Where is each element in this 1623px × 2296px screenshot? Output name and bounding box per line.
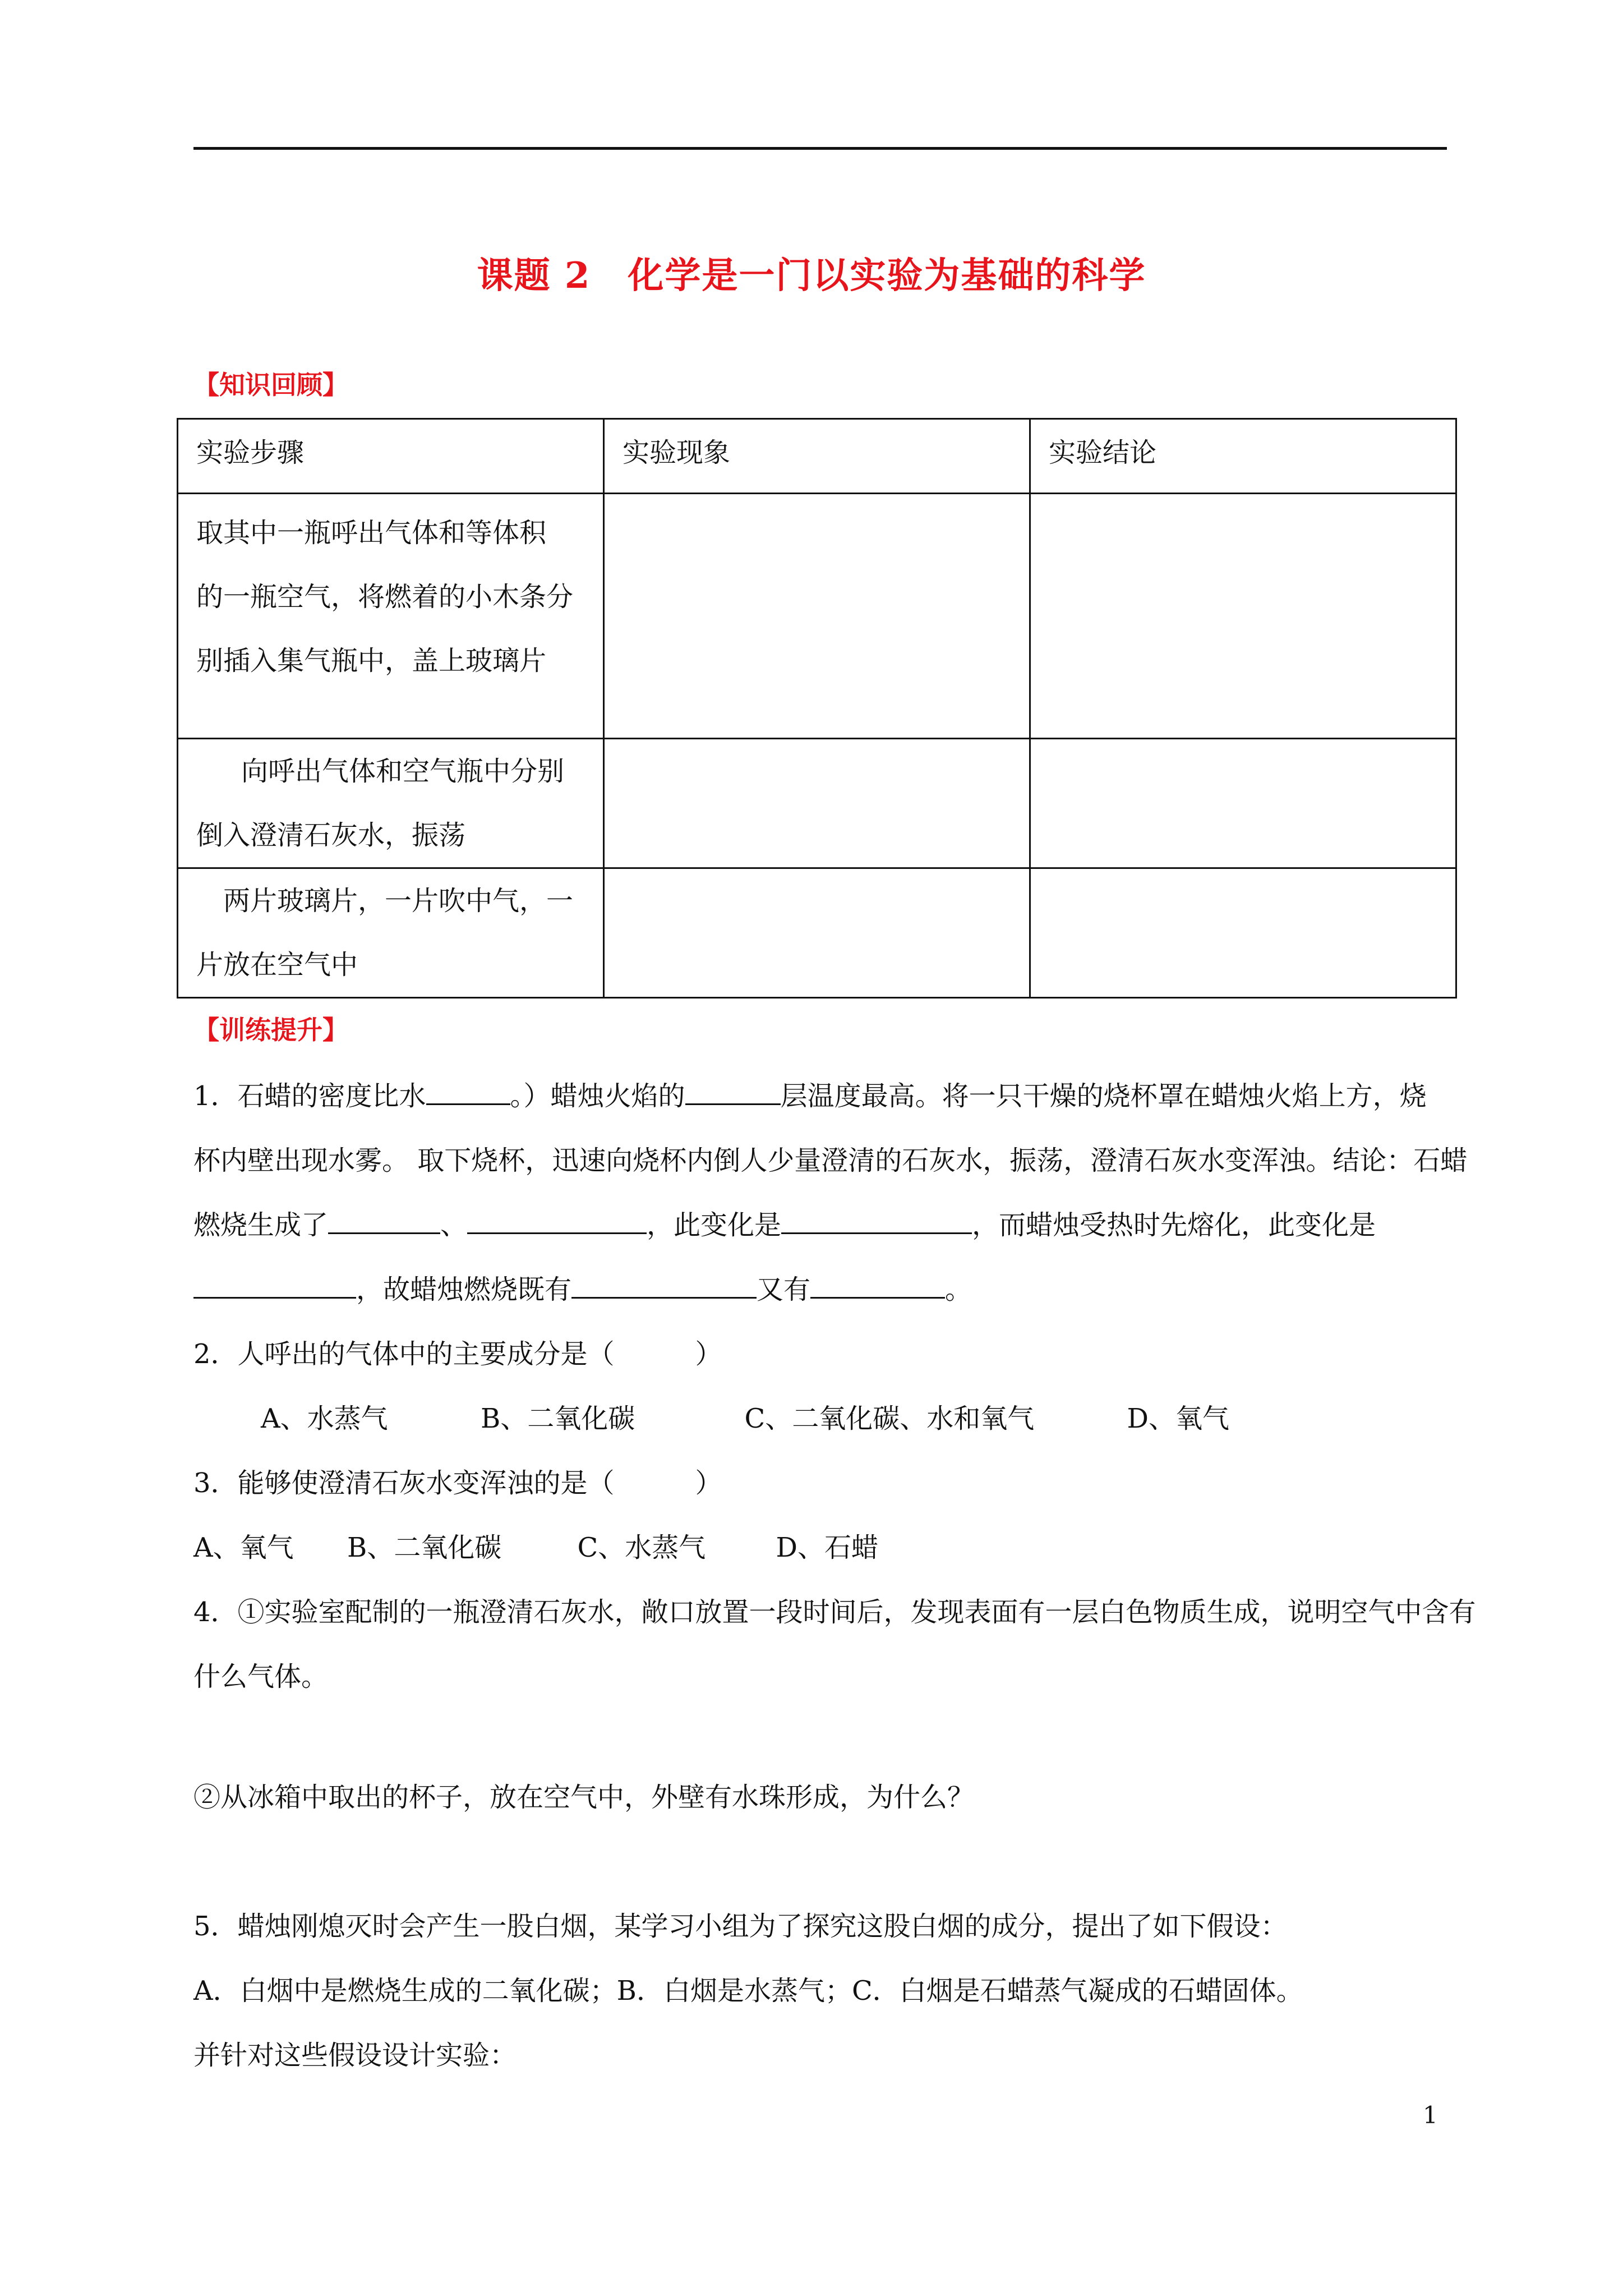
table-header-row [178,419,1456,494]
answer-blank[interactable] [193,1274,356,1299]
option-a[interactable]: A、水蒸气 [261,1403,388,1434]
question-1-line-4: ，故蜡烛燃烧既有 又有 。 [193,1268,972,1306]
question-1-line-1: 1．石蜡的密度比水 。）蜡烛火焰的 层温度最高。将一只干燥的烧杯罩在蜡烛火焰上方，烧 [193,1080,1427,1112]
header-conclusion: 实验结论 [1030,419,1456,494]
table-row [178,868,1456,998]
question-4-part-2: ②从冰箱中取出的杯子，放在空气中，外壁有水珠形成，为什么？ [193,1782,975,1813]
phenomenon-cell[interactable] [604,739,1030,868]
phenomenon-cell[interactable] [604,868,1030,998]
option-c[interactable]: C、二氧化碳、水和氧气 [744,1403,1035,1434]
option-c[interactable]: C、水蒸气 [577,1532,706,1563]
question-2-stem: 2．人呼出的气体中的主要成分是（ ） [193,1338,722,1370]
header-step: 实验步骤 [178,419,604,494]
question-1-line-3: 燃烧生成了 、 ，此变化是 ，而蜡烛受热时先熔化，此变化是 [193,1209,1376,1241]
section-review-label: 【知识回顾】 [193,370,348,400]
question-2-options [261,1397,1229,1435]
question-4-line-1: 4．①实验室配制的一瓶澄清石灰水，敞口放置一段时间后，发现表面有一层白色物质生成，说明空气中含有 [193,1596,1476,1628]
header-rule [193,147,1447,150]
table-row [178,494,1456,739]
step-cell: 向呼出气体和空气瓶中分别 倒入澄清石灰水，振荡 [178,739,604,868]
answer-blank[interactable] [571,1274,757,1299]
section-training-label: 【训练提升】 [193,1015,348,1045]
question-1-line-2: 杯内壁出现水雾。 取下烧杯，迅速向烧杯内倒人少量澄清的石灰水，振荡，澄清石灰水变浑浊。结论：石蜡 [193,1145,1468,1176]
option-b[interactable]: B、二氧化碳 [480,1403,635,1434]
answer-blank[interactable] [685,1081,781,1105]
page-title: 课题 2 化学是一门以实验为基础的科学 [477,255,1146,297]
question-3-stem: 3．能够使澄清石灰水变浑浊的是（ ） [193,1467,722,1499]
step-cell: 取其中一瓶呼出气体和等体积 的一瓶空气，将燃着的小木条分 别插入集气瓶中，盖上玻璃片 [178,494,604,739]
table-row [178,739,1456,868]
page-number: 1 [1423,2101,1438,2129]
answer-blank[interactable] [328,1210,440,1234]
answer-blank[interactable] [781,1210,972,1234]
conclusion-cell[interactable] [1030,868,1456,998]
option-d[interactable]: D、氧气 [1127,1403,1229,1434]
question-5-line-2: A．白烟中是燃烧生成的二氧化碳；B．白烟是水蒸气；C．白烟是石蜡蒸气凝成的石蜡固体。 [193,1975,1303,2007]
question-4-line-2: 什么气体。 [193,1661,329,1692]
header-phenomenon: 实验现象 [604,419,1030,494]
question-5-line-3: 并针对这些假设设计实验： [193,2040,517,2071]
question-3-options [193,1526,878,1565]
option-d[interactable]: D、石蜡 [776,1532,878,1563]
review-table [177,418,1457,999]
question-5-line-1: 5．蜡烛刚熄灭时会产生一股白烟，某学习小组为了探究这股白烟的成分，提出了如下假设： [193,1911,1288,1942]
answer-blank[interactable] [810,1274,945,1299]
answer-blank[interactable] [426,1081,510,1105]
phenomenon-cell[interactable] [604,494,1030,739]
conclusion-cell[interactable] [1030,739,1456,868]
conclusion-cell[interactable] [1030,494,1456,739]
answer-blank[interactable] [467,1210,647,1234]
option-a[interactable]: A、氧气 [193,1532,294,1563]
step-cell: 两片玻璃片，一片吹中气，一 片放在空气中 [178,868,604,998]
option-b[interactable]: B、二氧化碳 [347,1532,502,1563]
